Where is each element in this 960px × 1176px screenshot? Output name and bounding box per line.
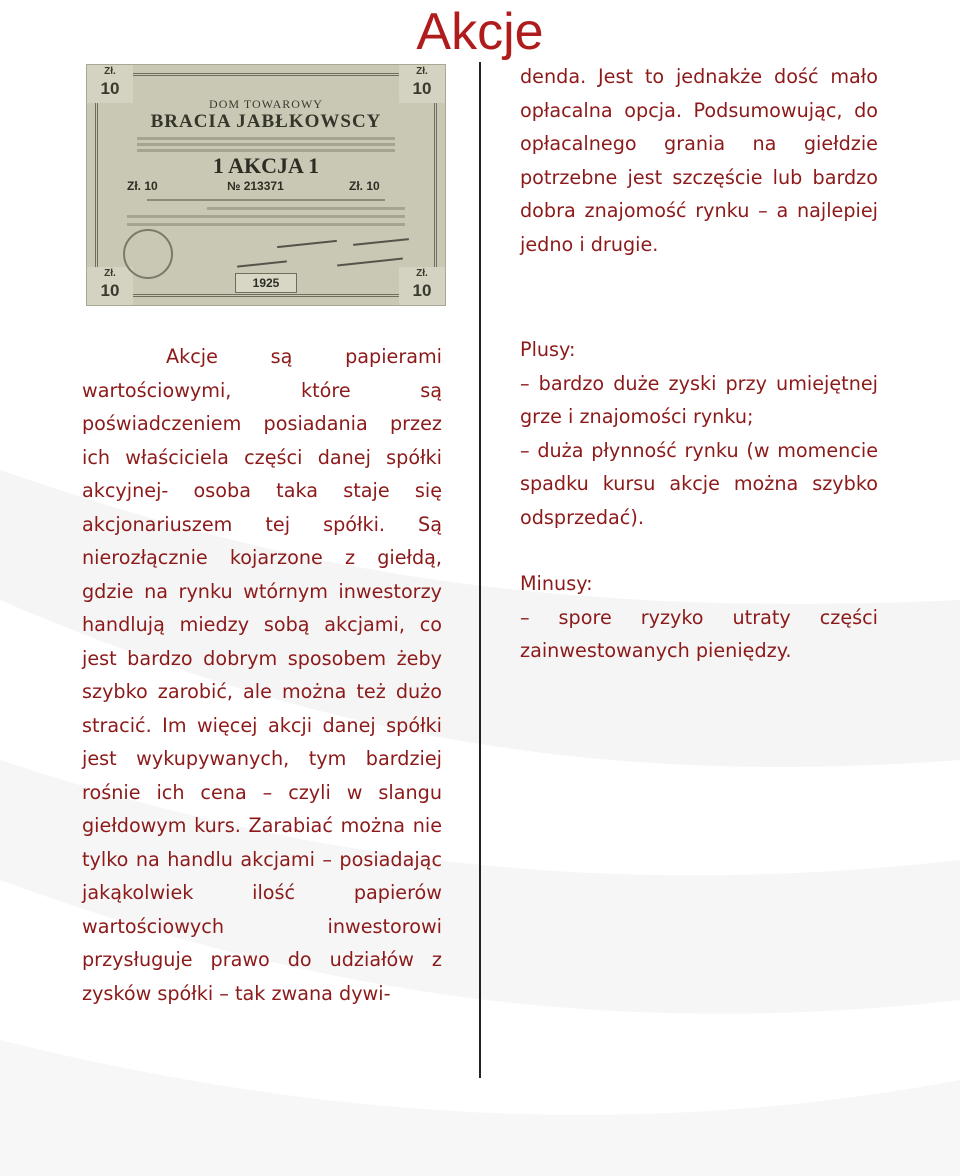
certificate-header-line1: DOM TOWAROWY [209,97,323,111]
pros-item: – duża płynność rynku (w momencie spadku kursu akcje można szybko odsprzedać). [520,438,878,529]
certificate-fine-print [137,143,395,146]
cons-item: – spore ryzyko utraty części zainwestowanych pieniędzy. [520,605,878,662]
main-paragraph: Akcje są papierami wartościowymi, które są poświadczeniem posiadania przez ich właściciela części danej spółki akcyjnej- osoba taka staje się akcjonariuszem tej spółki. Są nierozłącznie kojarzone z giełdą, gdzie na rynku wtórnym inwestorzy handlują miedzy sobą akcjami, co jest bardzo dobrym sposobem żeby szybko zarobić, ale można też dużo stracić. Im więcej akcji danej spółki jest wykupywanych, tym bardziej rośnie ich cena – czyli w slangu giełdowym kurs. Zarabiać można nie tylko na handlu akcjami – posiadając jakąkolwiek ilość papierów wartościowych inwestorowi przysługuje prawo do udziałów z zysków spółki – tak zwana dywi- [82,345,442,1005]
continuation-paragraph: denda. Jest to jednakże dość mało opłacalna opcja. Podsumowując, do opłacalnego grania na giełdzie potrzebne jest szczęście lub bardzo dobra znajomość rynku – a najlepiej jedno i drugie. [520,65,878,256]
certificate-corner-bottom-left [87,267,133,305]
certificate-share-label: 1 AKCJA 1 [212,153,320,178]
certificate-fine-print [127,215,405,218]
left-column-text [82,340,442,1010]
certificate-fine-print [137,149,395,152]
section-spacer [520,534,878,567]
corner-value: 10 [100,281,120,300]
corner-label: Zł. [104,268,116,279]
pros-heading: Plusy: [520,338,576,361]
certificate-year: 1925 [235,273,297,293]
pros-item: – bardzo duże zyski przy umiejętnej grze i znajomości rynku; [520,371,878,428]
share-certificate-image [86,64,446,306]
corner-label: Zł. [416,268,428,279]
certificate-rule [147,199,385,201]
certificate-stamp [123,229,173,279]
certificate-number: № 213371 [227,179,284,193]
certificate-corner-bottom-right [399,267,445,305]
certificate-right-value: Zł. 10 [349,179,380,193]
cons-heading: Minusy: [520,572,593,595]
certificate-fine-print [207,207,405,210]
column-divider [479,62,481,1078]
certificate-fine-print [127,223,405,226]
pros-cons-section [520,333,878,668]
corner-label: Zł. [104,66,116,77]
corner-label: Zł. [416,66,428,77]
certificate-left-value: Zł. 10 [127,179,158,193]
corner-value: 10 [412,79,432,98]
corner-value: 10 [100,79,120,98]
corner-value: 10 [412,281,432,300]
page-title: Akcje [416,3,544,61]
certificate-fine-print [137,137,395,140]
right-column-continuation [520,60,878,261]
certificate-header-line2: BRACIA JABŁKOWSCY [150,111,382,132]
